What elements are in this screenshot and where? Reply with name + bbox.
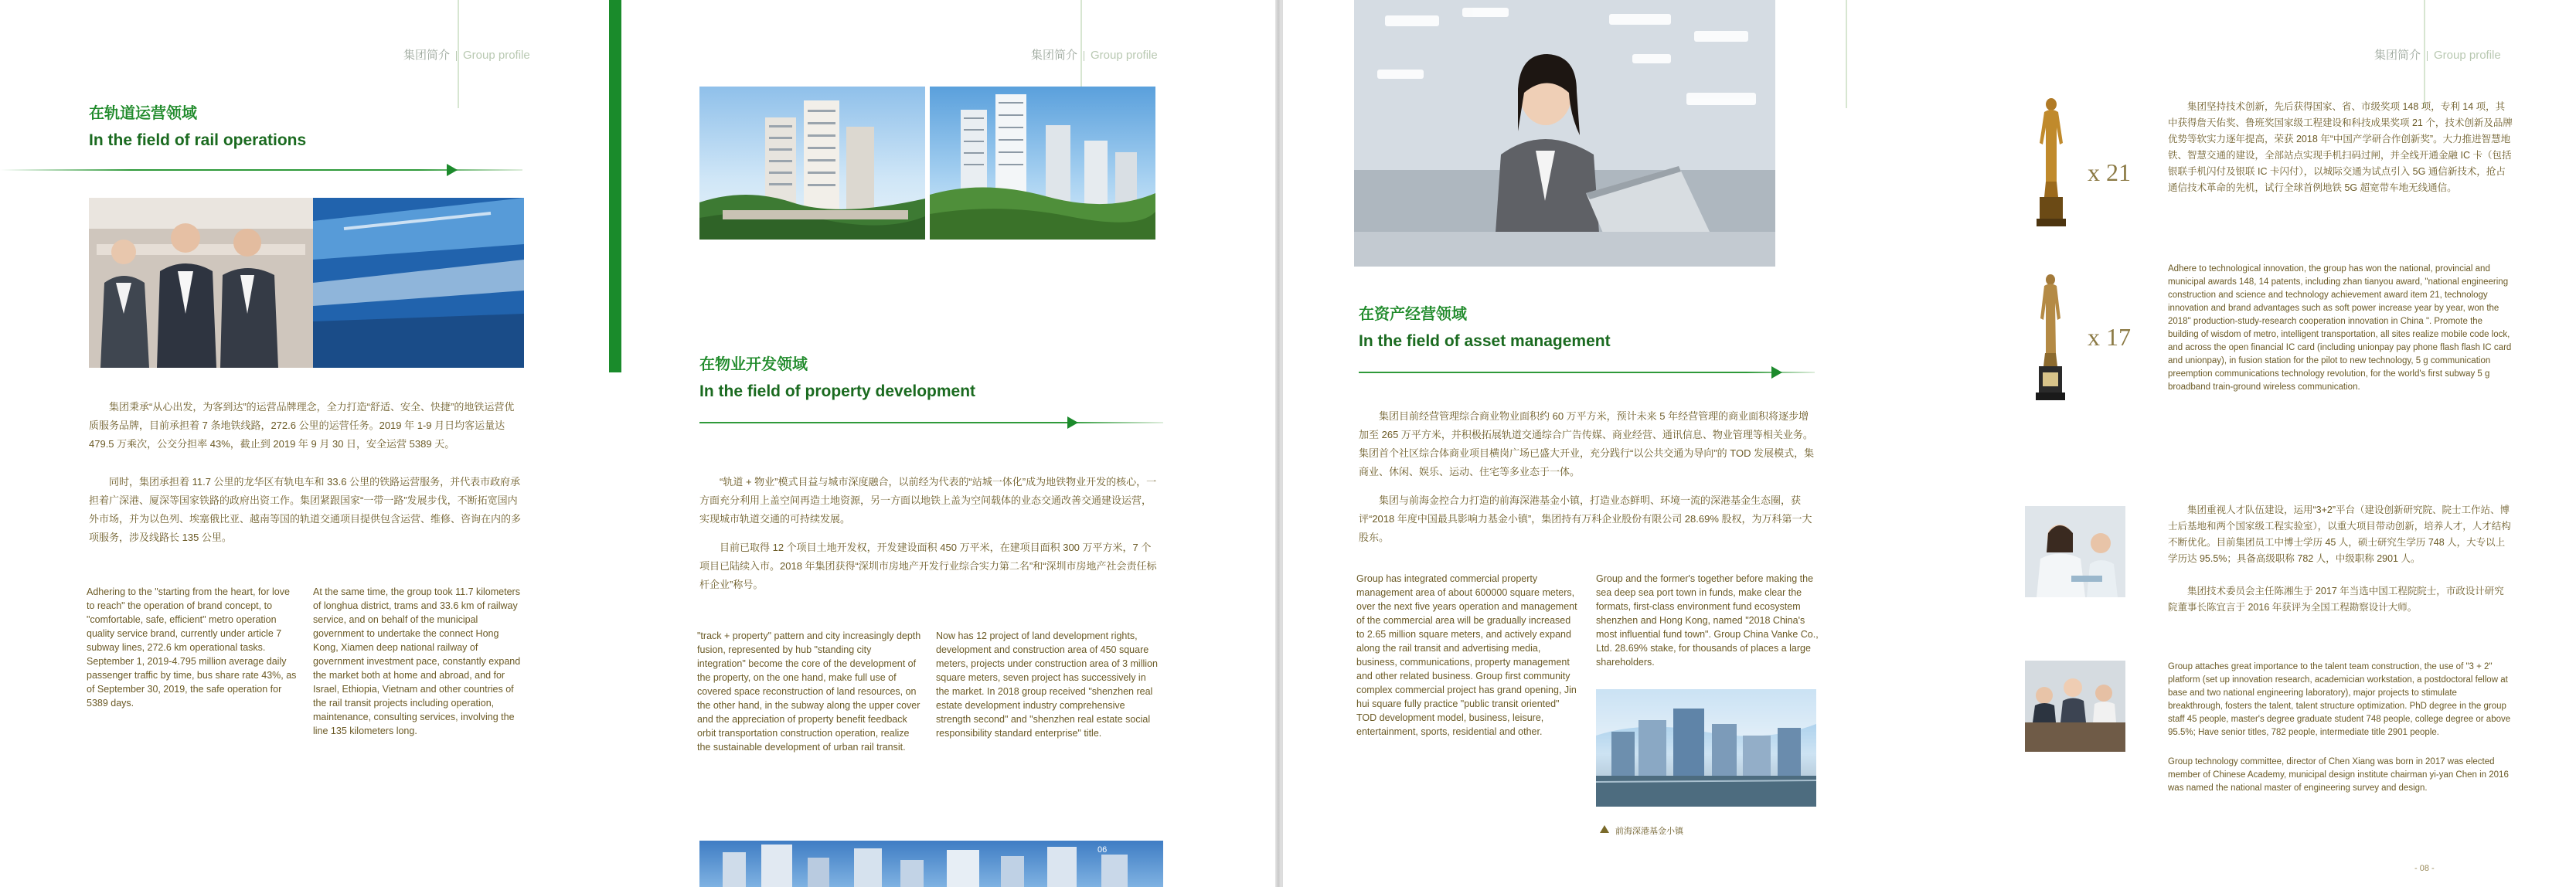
section-rule	[0, 169, 522, 171]
header-en: Group profile	[2434, 49, 2501, 62]
running-header	[1031, 46, 1158, 63]
asset-cn-paragraph-1: 集团目前经营管理综合商业物业面积约 60 万平方米，预计未来 5 年经营管理的商业面积将逐步增加至 265 万平方米，并积极拓展轨道交通综合广告传媒、商业经营、通讯信息、物业管理等相关业务。集团首个社区综合体商业项目横岗广场已盛大开业，充分践行“以公共交通为导向”的 TOD 发展模式，集商业、休闲、娱乐、运动、住宅等多业态于一体。	[1359, 410, 1815, 477]
luban-award-trophy-icon	[2031, 272, 2070, 403]
property-photo-1	[699, 87, 925, 240]
rail-staff-photo	[89, 198, 524, 368]
caption-triangle-icon	[1600, 825, 1609, 833]
fund-town-photo	[1596, 689, 1816, 807]
header-divider	[1846, 0, 1847, 108]
running-header	[403, 46, 530, 63]
header-cn: 集团简介	[2374, 49, 2421, 62]
section-title-en: In the field of rail operations	[89, 131, 307, 149]
talent-cn-paragraph-2: 集团技术委员会主任陈湘生于 2017 年当选中国工程院院士，市政设计研究院董事长陈宜言于 2016 年获评为全国工程勘察设计大师。	[2168, 586, 2504, 613]
award-2-count: x 17	[2088, 323, 2131, 351]
section-arrow-icon	[447, 164, 458, 176]
section-rule	[699, 422, 1163, 423]
rail-cn-paragraph-2: 同时，集团承担着 11.7 公里的龙华区有轨电车和 33.6 公里的铁路运营服务，并代表市政府承担着广深港、厦深等国家铁路的政府出资工作。集团紧跟国家“一带一路”发展步伐，不断拓宽国内外市场，并为以色列、埃塞俄比亚、越南等国的轨道交通项目提供包含运营、维修、咨询在内的多项服务，涉及线路长 135 公里。	[89, 476, 522, 543]
property-en-paragraph-1: "track + property" pattern and city increasingly depth fusion, represented by hub "standing city integration" become the core of the development of the property, on the one hand, make full use of covered space reconstruction of land resources, on the other hand, in the subway along the upper cover and the appreciation of property benefit feedback orbit transportation construction operation, realize the sustainable development of urban rail transit.	[697, 630, 921, 753]
property-photo-2	[930, 87, 1155, 240]
businesswoman-photo	[1354, 0, 1775, 267]
header-cn: 集团简介	[1031, 49, 1078, 62]
asset-en-paragraph-1: Group has integrated commercial property management area of about 600000 square meters, over the next five years operation and management of the commercial area will be gradually increased to 2.65 million square meters, and actively expand along the rail transit and advertising media, business, communications, property management and other related business. Group first community complex commercial project has grand opening, Jin hui square fully practice "public transit oriented" TOD development model, business, leisure, entertainment, sports, residential and other.	[1356, 573, 1577, 737]
rail-en-paragraph-1: Adhering to the "starting from the heart, for love to reach" the operation of brand concept, to "comfortable, safe, efficient" metro operation quality service brand, currently under article 7 subway lines, 272.6 km operational tasks. September 1, 2019-4.795 million average daily passenger traffic by time, bus share rate 43%, as of September 30, 2019, the safe operation for 5389 days.	[87, 586, 297, 709]
page-rail-operations	[0, 0, 611, 887]
talent-researchers-photo	[2025, 506, 2125, 597]
strip-page-number: 06	[1097, 845, 1108, 855]
rail-en-paragraph-2: At the same time, the group took 11.7 kilometers of longhua district, trams and 33.6 km of railway service, and on behalf of the municipal government to undertake the connect Hong Kong, Xiamen deep national railway of government investment pace, constantly expand the market both at home and abroad, and for Israel, Ethiopia, Vietnam and other countries of the rail transit projects including operation, maintenance, consulting services, involving the line 135 kilometers long.	[313, 586, 521, 736]
innovation-en-paragraph: Adhere to technological innovation, the group has won the national, provincial and municipal awards 148, 14 patents, including zhan tianyou award, "national engineering construction and science and technology achievement award item 21, technology innovation and brand advantages such as soft power increase year by year, won the 2018" production-study-research cooperation innovation in China ". Promote the building of wisdom of metro, intelligent transportation, all sites realize mobile code lock, and across the open financial IC card (including unionpay pay phone flash flash IC card and unionpay), in fusion station for the pilot to new technology, 5 g communication preemption communications technology revolution, for the world's first subway 5 g broadband train-ground wireless communication.	[2168, 264, 2512, 392]
running-header	[2374, 46, 2501, 63]
innovation-cn-paragraph: 集团坚持技术创新，先后获得国家、省、市级奖项 148 项，专利 14 项，其中获得詹天佑奖、鲁班奖国家级工程建设和科技成果奖项 21 个，技术创新及品牌优势等软实力逐年提高，荣获 2018 年“中国产学研合作创新奖”。大力推进智慧地铁、智慧交通的建设，全部站点实现手机扫码过闸，并全线开通金融 IC 卡（包括银联手机闪付及银联 IC 卡闪付），以城际交通为试点引入 5G 通信新技术，抢占通信技术革命的先机，试行全球首例地铁 5G 超宽带车地无线通信。	[2168, 101, 2513, 193]
page-awards-talent	[1936, 0, 2576, 887]
award-1-count: x 21	[2088, 158, 2131, 186]
section-title-en: In the field of asset management	[1359, 332, 1611, 350]
page-property-development	[623, 0, 1276, 887]
property-cn-paragraph-2: 目前已取得 12 个项目土地开发权，开发建设面积 450 万平米，在建项目面积 300 万平方米，7 个项目已陆续入市。2018 年集团获得“深圳市房地产开发行业综合实力第二名”和“深圳市房地产社会责任标杆企业”称号。	[699, 542, 1157, 590]
section-title-cn: 在资产经营领域	[1359, 306, 1467, 323]
section-arrow-icon	[1771, 366, 1782, 379]
zhan-tianyou-award-trophy-icon	[2029, 97, 2074, 228]
book-spine	[1275, 0, 1281, 887]
property-cn-paragraph-1: “轨道 + 物业”模式目益与城市深度融合，以前经为代表的“站城一体化”成为地铁物业开发的核心，一方面充分利用上盖空间再造土地资源，另一方面以地铁上盖为空间载体的业态交通改善交通建设运营，实现城市轨道交通的可持续发展。	[699, 476, 1157, 525]
section-title-cn: 在物业开发领域	[699, 356, 808, 373]
property-en-paragraph-2: Now has 12 project of land development rights, development and construction area of 450 square meters, projects under construction area of 3 million square meters, seven project has successively in the market. In 2018 group received "shenzhen real estate development industry comprehensive strength second" and "shenzhen real estate social responsibility standard enterprise" title.	[936, 630, 1158, 739]
section-title-en: In the field of property development	[699, 382, 976, 400]
header-cn: 集团简介	[403, 49, 451, 62]
section-rule	[1359, 372, 1815, 373]
green-spine-bar	[609, 0, 621, 372]
page-asset-management	[1283, 0, 1936, 887]
section-arrow-icon	[1067, 416, 1078, 429]
talent-en-paragraph-2: Group technology committee, director of Chen Xiang was born in 2017 was elected member of Chinese Academy, municipal design institute chairman yi-yan Chen in 2016 was named the national master of engineering survey and design.	[2168, 757, 2509, 793]
talent-meeting-photo	[2025, 661, 2125, 752]
section-title-cn: 在轨道运营领域	[89, 105, 197, 122]
asset-en-paragraph-2: Group and the former's together before making the sea deep sea port town in funds, make clear the formats, first-class environment fund ecosystem shenzhen and Hong Kong, named "2018 China's most influential fund town". Group China Vanke Co., Ltd. 28.69% stake, for thousands of places a large shareholders.	[1596, 573, 1819, 668]
bottom-city-photo-strip	[699, 841, 1163, 887]
rail-cn-paragraph-1: 集团秉承“从心出发，为客到达”的运营品牌理念，全力打造“舒适、安全、快捷”的地铁运营优质服务品牌，目前承担着 7 条地铁线路，272.6 公里的运营任务。2019 年 1-9 月日均客运量达 479.5 万乘次，公交分担率 43%，截止到 2019 年 9 月 30 日，安全运营 5389 天。	[89, 401, 515, 450]
header-en: Group profile	[463, 49, 530, 62]
page-number: - 08 -	[2414, 864, 2435, 873]
asset-cn-paragraph-2: 集团与前海金控合力打造的前海深港基金小镇，打造业态鲜明、环境一流的深港基金生态圈，获评“2018 年度中国最具影响力基金小镇”，集团持有万科企业股份有限公司 28.69% 股权，为万科第一大股东。	[1359, 494, 1812, 543]
talent-cn-paragraph-1: 集团重视人才队伍建设，运用“3+2”平台（建设创新研究院、院士工作站、博士后基地和两个国家级工程实验室），以重大项目带动创新，培养人才，人才结构不断优化。目前集团员工中博士学历 45 人，硕士研究生学历 748 人，大专以上学历达 95.5%；具备高级职称 782 人，中级职称 2901 人。	[2168, 505, 2511, 564]
fund-town-caption: 前海深港基金小镇	[1615, 827, 1683, 836]
header-en: Group profile	[1091, 49, 1158, 62]
talent-en-paragraph-1: Group attaches great importance to the talent team construction, the use of "3 + 2" platform (set up innovation research, academician workstation, a postdoctoral fellow at base and two national engineering laboratory), major projects to stimulate breakthrough, fosters the talent, talent structure optimization. PhD degree in the group staff 45 people, master's degree graduate student 748 people, college degree or above 95.5%; Have senior titles, 782 people, intermediate title 2901 people.	[2168, 662, 2511, 737]
